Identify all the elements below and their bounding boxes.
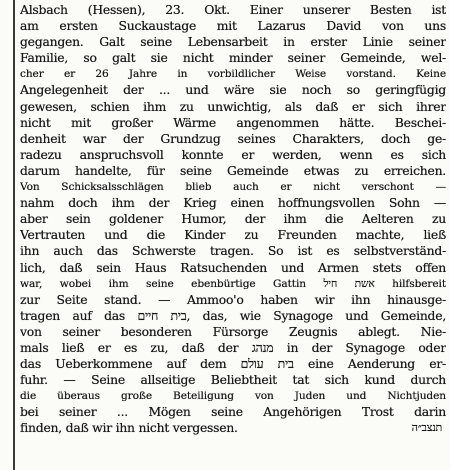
article-line-final xyxy=(20,420,446,436)
article-line: cher er 26 Jahre in vorbildlicher Weise vorstand. Keine xyxy=(20,68,446,81)
article-line: nicht mit großer Wärme angenommen hätte. Beschei- xyxy=(20,114,446,130)
article-line: lich, daß sein Haus Ratsuchenden und Armen stets offen xyxy=(20,259,446,275)
article-line: Von Schicksalsschlägen blieb auch er nicht verschont — xyxy=(20,181,446,194)
article-line: bei seiner ... Mögen seine Angehörigen Trost darin xyxy=(20,404,446,420)
article-line: Alsbach (Hessen), 23. Okt. Einer unserer Besten ist xyxy=(20,2,446,17)
obituary-article xyxy=(20,2,446,437)
article-line: nahm doch ihm der Krieg einen hoffnungsvollen Sohn — xyxy=(20,195,446,211)
article-line: das Ueberkommene auf dem בית עולם eine Aenderung er- xyxy=(20,356,446,372)
article-line: die überaus große Beteiligung von Juden und Nichtjuden xyxy=(20,390,446,403)
article-line: gegangen. Galt seine Lebensarbeit in erster Linie seiner xyxy=(20,34,446,50)
article-line: fuhr. — Seine allseitige Beliebtheit tat sich kund durch xyxy=(20,372,446,388)
article-line: finden, daß wir ihn nicht vergessen. xyxy=(20,420,238,436)
article-line: zur Seite stand. — Ammoo'o haben wir ihn hinausge- xyxy=(20,291,446,307)
article-line: mals ließ er es zu, daß der מנהג in der Synagoge oder xyxy=(20,339,446,355)
article-line: denheit war der Grundzug seines Charakters, doch ge- xyxy=(20,130,446,146)
article-line: darum handelte, für seine Gemeinde etwas zu erreichen. xyxy=(20,162,446,178)
article-line: Angelegenheit der ... und wäre sie noch so geringfügig xyxy=(20,82,446,98)
article-line: war, wobei ihm seine ebenbürtige Gattin אשת חיל hilfsbereit xyxy=(20,277,446,290)
hebrew-signature: תנצב״ה xyxy=(411,421,442,435)
article-line: Familie, so galt sie nicht minder seiner Gemeinde, wel- xyxy=(20,50,446,66)
article-line: aber sein goldener Humor, der ihm die Aelteren zu xyxy=(20,211,446,227)
article-line: radezu anspruchsvoll konnte er werden, wenn es sich xyxy=(20,146,446,162)
article-line: ihn auch das Schwerste tragen. So ist es selbstverständ- xyxy=(20,243,446,259)
article-line: gewesen, schien ihm zu unwichtig, als daß er sich ihrer xyxy=(20,98,446,114)
article-line: von seiner besonderen Fürsorge Zeugnis ablegt. Nie- xyxy=(20,323,446,339)
article-line: Vertrauten und die Kinder zu Freunden machte, ließ xyxy=(20,227,446,243)
article-line: tragen auf das בית חיים, das, wie Synagoge und Gemeinde, xyxy=(20,307,446,323)
article-line: am ersten Suckaustage mit Lazarus David von uns xyxy=(20,18,446,34)
column-rule xyxy=(13,0,15,470)
